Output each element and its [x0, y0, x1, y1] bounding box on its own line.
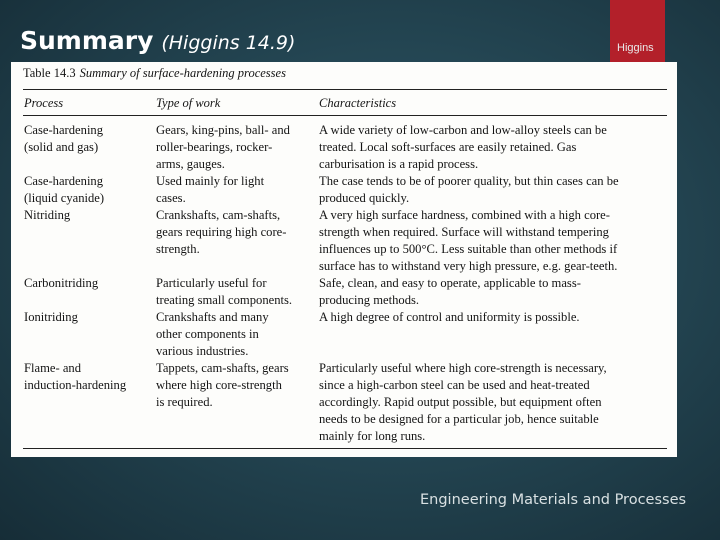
- surface-hardening-table: [11, 62, 677, 457]
- row-3-characteristics: A very high surface hardness, combined with a high core- strength when required. Surface will withstand tempering influences up to 500°C. Less suitable than other methods if surface has to withstand very high pressure, e.g. gear-teeth.: [319, 208, 618, 273]
- higgins-tab-label: Higgins: [617, 42, 654, 54]
- header-rule: [23, 115, 667, 116]
- row-2-characteristics: The case tends to be of poorer quality, but thin cases can be produced quickly.: [319, 174, 619, 205]
- row-1-characteristics: A wide variety of low-carbon and low-alloy steels can be treated. Local soft-surfaces are easily retained. Gas carburisation is a rapid process.: [319, 123, 607, 171]
- higgins-tab: [610, 0, 665, 62]
- row-6-work: Tappets, cam-shafts, gears where high core-strength is required.: [156, 361, 289, 409]
- row-5-work: Crankshafts and many other components in various industries.: [156, 310, 269, 358]
- row-4-process: Carbonitriding: [24, 276, 99, 290]
- row-3-process: Nitriding: [24, 208, 71, 222]
- header-type-of-work: Type of work: [156, 96, 221, 110]
- table-caption-title: Summary of surface-hardening processes: [79, 66, 286, 80]
- row-1-process: Case-hardening (solid and gas): [24, 123, 104, 154]
- row-1-work: Gears, king-pins, ball- and roller-bearings, rocker- arms, gauges.: [156, 123, 290, 171]
- row-3-work: Crankshafts, cam-shafts, gears requiring high core- strength.: [156, 208, 287, 256]
- slide-title-source: (Higgins 14.9): [161, 32, 296, 54]
- slide-title: [20, 26, 295, 55]
- table-top-rule: [23, 89, 667, 90]
- table-bottom-rule: [23, 448, 667, 449]
- slide-title-main: Summary: [20, 26, 154, 55]
- header-characteristics: Characteristics: [319, 96, 397, 110]
- table-caption: [23, 66, 286, 81]
- row-2-process: Case-hardening (liquid cyanide): [24, 174, 105, 205]
- table-caption-number: Table 14.3: [23, 66, 76, 80]
- row-2-work: Used mainly for light cases.: [156, 174, 265, 205]
- row-5-process: Ionitriding: [24, 310, 78, 324]
- row-5-characteristics: A high degree of control and uniformity is possible.: [319, 310, 580, 324]
- row-6-characteristics: Particularly useful where high core-strength is necessary, since a high-carbon steel can be used and heat-treated accordingly. Rapid output possible, but equipment often needs to be designed for a particular job, hence suitable mainly for long runs.: [319, 361, 607, 443]
- row-6-process: Flame- and induction-hardening: [24, 361, 127, 392]
- row-4-work: Particularly useful for treating small components.: [156, 276, 293, 307]
- slide-footer: Engineering Materials and Processes: [420, 492, 687, 508]
- header-process: Process: [24, 96, 64, 110]
- row-4-characteristics: Safe, clean, and easy to operate, applicable to mass- producing methods.: [319, 276, 581, 307]
